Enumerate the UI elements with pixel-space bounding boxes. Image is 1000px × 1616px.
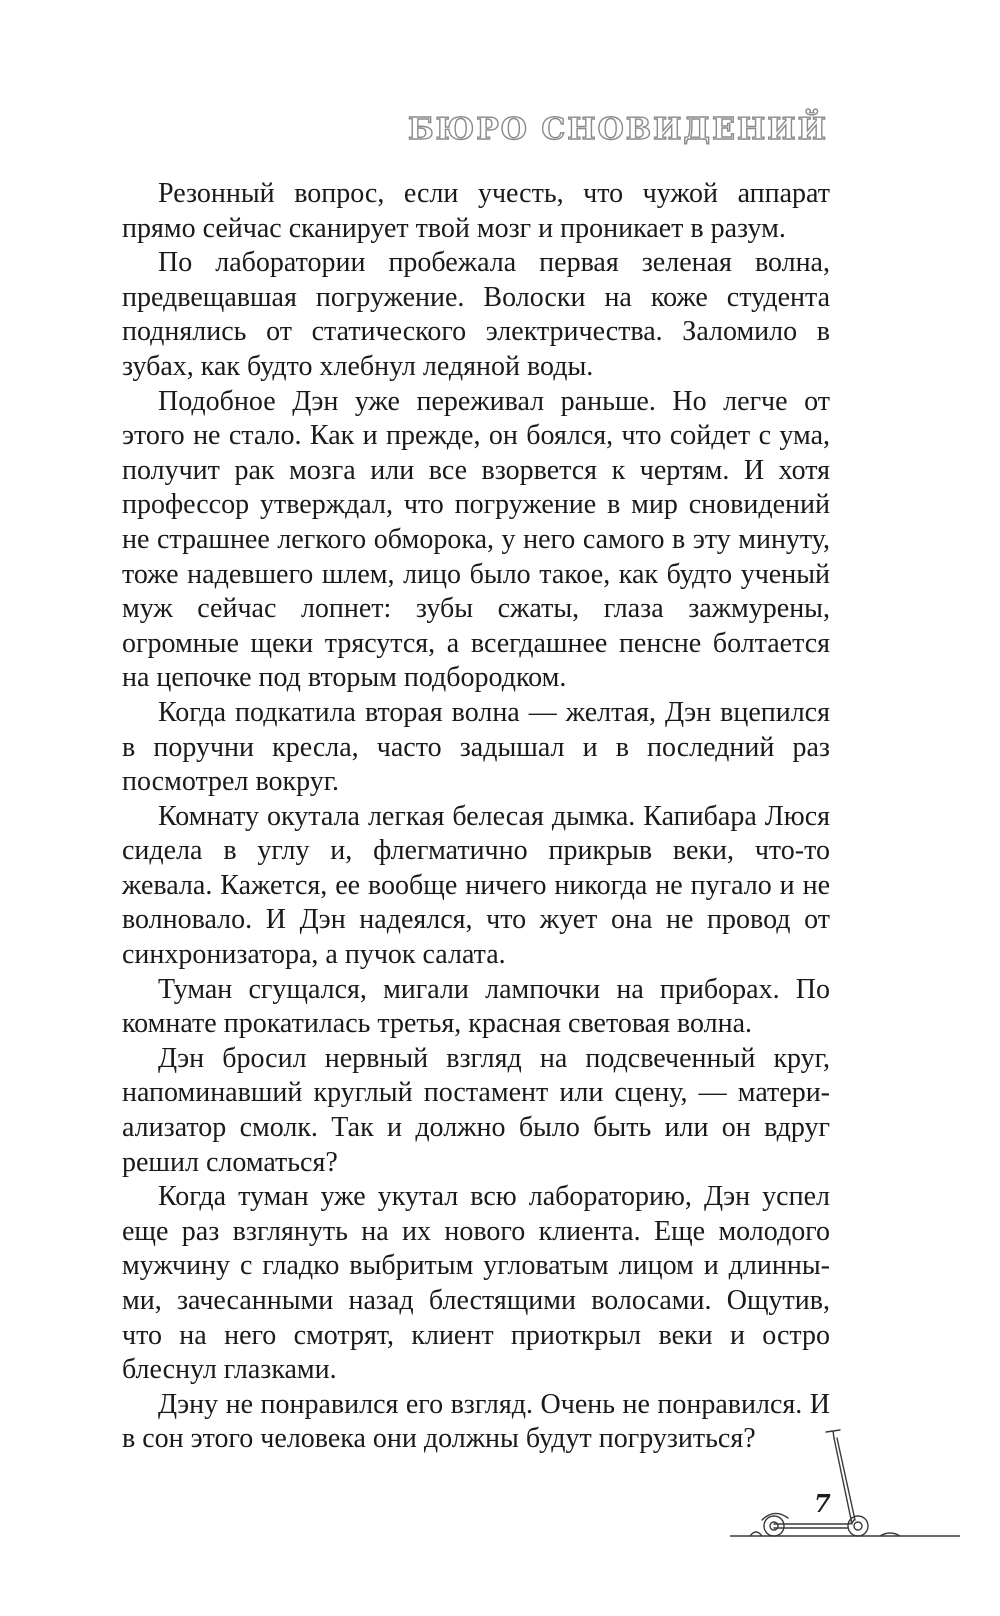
paragraph: По лаборатории пробежала первая зеленая волна, предвещавшая погружение. Волоски на коже студента поднялись от статического электричества. Заломило в зубах, как будто хлебнул ледяной воды. [122, 247, 830, 382]
paragraph: Дэну не понравился его взгляд. Очень не понравился. И в сон этого человека они должны будут погрузиться? [122, 1388, 830, 1455]
running-header: БЮРО СНОВИДЕНИЙ [407, 112, 828, 147]
scooter-icon [730, 1420, 960, 1550]
paragraph: Когда туман уже укутал всю лабораторию, Дэн успел еще раз взглянуть на их нового клиента. Еще молодого мужчину с гладко выбритым угловатым лицом и длинными, зачесанными назад блестящими волосами. Ощутив, что на него смотрят, клиент приоткрыл веки и остро блеснул глазками. [122, 1181, 830, 1386]
paragraph: Туман сгущался, мигали лампочки на приборах. По комнате прокатилась третья, красная световая волна. [122, 973, 830, 1040]
paragraph: Комнату окутала легкая белесая дымка. Капибара Люся сидела в углу и, флегматично прикрыв веки, что-то жевала. Кажется, ее вообще ничего никогда не пугало и не волновало. И Дэн надеялся, что жует она не провод от синхронизатора, а пучок салата. [122, 800, 830, 971]
body-text [122, 177, 830, 1457]
paragraph: Когда подкатила вторая волна — желтая, Дэн вцепился в поручни кресла, часто задышал и в последний раз посмотрел вокруг. [122, 696, 830, 798]
paragraph: Резонный вопрос, если учесть, что чужой аппарат прямо сейчас сканирует твой мозг и проникает в разум. [122, 178, 830, 244]
page-number: 7 [814, 1489, 831, 1518]
paragraph: Подобное Дэн уже переживал раньше. Но легче от этого не стало. Как и прежде, он боялся, что сойдет с ума, получит рак мозга или все взорвется к чертям. И хотя профессор утверждал, что погружение в мир сновидений не страшнее легкого обморока, у него самого в эту минуту, тоже надевшего шлем, лицо было такое, как будто ученый муж сейчас лопнет: зубы сжаты, глаза зажмурены, огромные щеки трясутся, а всегдашнее пенсне болтается на цепочке под вторым подбородком. [122, 385, 830, 694]
paragraph: Дэн бросил нервный взгляд на подсвеченный круг, напоминавший круглый постамент или сцену, — материализатор смолк. Так и должно было быть или он вдруг решил сломаться? [122, 1042, 830, 1178]
